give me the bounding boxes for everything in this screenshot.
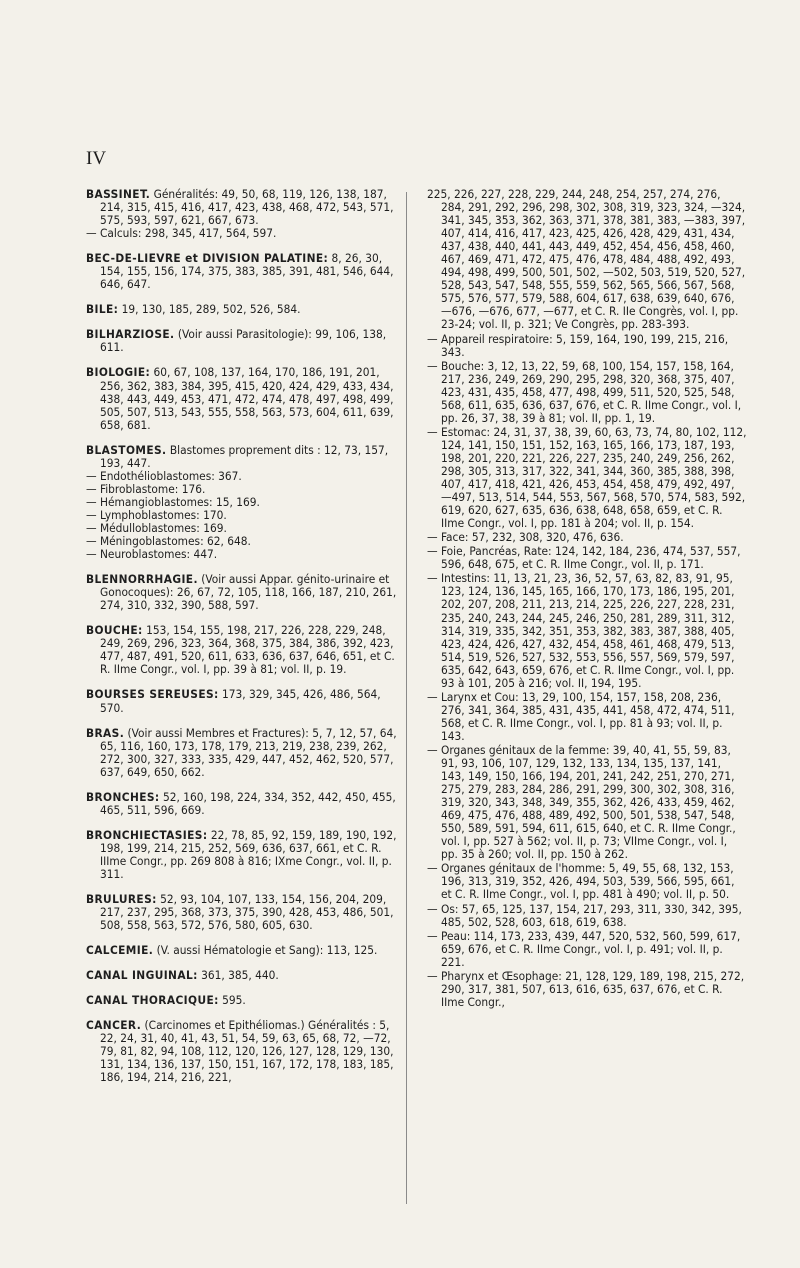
index-entry-bronchiectasies xyxy=(86,829,406,881)
index-entry-bronches xyxy=(86,791,406,817)
index-entry-bourses xyxy=(86,688,406,714)
index-entry-canal-inguinal xyxy=(86,969,406,982)
subentry-bouche-sub: — Bouche: 3, 12, 13, 22, 59, 68, 100, 154, 157, 158, 164, 217, 236, 249, 269, 290, 295, 298, 320, 368, 375, 407, 423, 431, 435, 458, 477, 498, 499, 511, 520, 525, 548, 568, 611, 635, 636, 637, 676, et C. R. IIme Congr., vol. I, pp. 26, 37, 38, 39 à 81; vol. II, pp. 1, 19. xyxy=(427,358,742,425)
entry-main-line xyxy=(86,969,406,982)
subentry-cancer-cont: 225, 226, 227, 228, 229, 244, 248, 254, 257, 274, 276, 284, 291, 292, 296, 298, 302, 308, 319, 323, 324, —324, 341, 345, 353, 362, 363, 371, 378, 381, 383, —383, 397, 407, 414, 416, 417, 423, 425, 426, 428, 429, 431, 434, 437, 438, 440, 441, 443, 449, 452, 454, 456, 458, 460, 467, 469, 471, 472, 475, 476, 478, 484, 488, 492, 493, 494, 498, 499, 500, 501, 502, —502, 503, 519, 520, 527, 528, 543, 547, 548, 555, 559, 562, 565, 566, 567, 568, 575, 576, 577, 579, 588, 604, 617, 638, 639, 640, 676, —676, —676, 677, —677, et C. R. IIe Congrès, vol. I, pp. 23-24; vol. II, p. 321; Ve Congrès, pp. 283-393. xyxy=(427,187,746,332)
entry-heading: CANAL THORACIQUE: xyxy=(86,993,219,1008)
entry-main-line xyxy=(86,366,406,431)
index-entry-bouche xyxy=(86,624,406,676)
index-entry-blastomes xyxy=(86,444,406,561)
index-entry-bile xyxy=(86,303,406,316)
entry-heading: CANCER. xyxy=(86,1018,142,1033)
subentry-organes-femme: — Organes génitaux de la femme: 39, 40, 41, 55, 59, 83, 91, 93, 106, 107, 129, 132, 133, 134, 135, 137, 141, 143, 149, 150, 166, 194, 201, 241, 242, 251, 270, 271, 275, 279, 283, 284, 286, 291, 299, 300, 302, 308, 316, 319, 320, 343, 348, 349, 355, 362, 426, 433, 459, 462, 469, 475, 476, 488, 489, 492, 500, 501, 538, 547, 548, 550, 589, 591, 594, 611, 615, 640, et C. R. IIme Congr., vol. I, pp. 527 à 562; vol. II, p. 73; VIIme Congr., vol. I, pp. 35 à 260; vol. II, pp. 150 à 262. xyxy=(427,742,736,862)
entry-references: 19, 130, 185, 289, 502, 526, 584. xyxy=(118,302,301,317)
entry-main-line xyxy=(86,252,406,291)
entry-heading: BILHARZIOSE. xyxy=(86,327,175,342)
entry-references: 8, 26, 30, 154, 155, 156, 174, 375, 383, 385, 391, 481, 546, 644, 646, 647. xyxy=(100,251,394,292)
entry-main-line xyxy=(86,727,406,779)
entry-subentry: — Calculs: 298, 345, 417, 564, 597. xyxy=(86,226,277,241)
entry-heading: BRAS. xyxy=(86,725,125,740)
column-divider xyxy=(406,192,407,1204)
entry-subentry: — Médulloblastomes: 169. xyxy=(86,520,227,535)
index-entry-bilharziose xyxy=(86,328,406,354)
subentry-appareil-respiratoire: — Appareil respiratoire: 5, 159, 164, 190, 199, 215, 216, 343. xyxy=(427,331,729,359)
entry-heading: BRONCHES: xyxy=(86,789,160,804)
entry-references: Généralités: 49, 50, 68, 119, 126, 138, 187, 214, 315, 415, 416, 417, 423, 438, 468, 472, 543, 571, 575, 593, 597, 621, 667, 673. xyxy=(100,187,394,228)
page-number: IV xyxy=(86,148,107,169)
subentry-pharynx: — Pharynx et Œsophage: 21, 128, 129, 189, 198, 215, 272, 290, 317, 381, 507, 613, 616, 635, 637, 676, et C. R. IIme Congr., xyxy=(427,968,745,1009)
entry-references: Blastomes proprement dits : 12, 73, 157, 193, 447. xyxy=(100,442,389,470)
entry-main-line xyxy=(86,303,406,316)
entry-references: 52, 93, 104, 107, 133, 154, 156, 204, 209, 217, 237, 295, 368, 373, 375, 390, 428, 453, 486, 501, 508, 558, 563, 572, 576, 580, 605, 630. xyxy=(100,892,394,933)
entry-references: 153, 154, 155, 198, 217, 226, 228, 229, 248, 249, 269, 296, 323, 364, 368, 375, 384, 386, 392, 423, 477, 487, 491, 520, 611, 633, 636, 637, 646, 651, et C. R. IIme Congr., vol. I, pp. 39 à 81; vol. II, p. 19. xyxy=(100,623,395,677)
subentry-organes-homme: — Organes génitaux de l'homme: 5, 49, 55, 68, 132, 153, 196, 313, 319, 352, 426, 494, 503, 539, 566, 595, 661, et C. R. IIme Congr., vol. I, pp. 481 à 490; vol. II, p. 50. xyxy=(427,861,735,902)
subentry-peau: — Peau: 114, 173, 233, 439, 447, 520, 532, 560, 599, 617, 659, 676, et C. R. IIme Congr., vol. I, p. 491; vol. II, p. 221. xyxy=(427,928,741,969)
entry-main-line xyxy=(86,893,406,932)
entry-heading: BLENNORRHAGIE. xyxy=(86,572,198,587)
entry-main-line xyxy=(86,829,406,881)
subentry-intestins: — Intestins: 11, 13, 21, 23, 36, 52, 57, 63, 82, 83, 91, 95, 123, 124, 136, 145, 165, 166, 170, 173, 186, 195, 201, 202, 207, 208, 211, 213, 214, 225, 226, 227, 228, 231, 235, 240, 243, 244, 245, 246, 250, 281, 289, 311, 312, 314, 319, 335, 342, 351, 353, 382, 383, 387, 388, 405, 423, 424, 426, 427, 432, 454, 458, 461, 468, 479, 513, 514, 519, 526, 527, 532, 553, 556, 557, 569, 579, 597, 635, 642, 643, 659, 676, et C. R. IIme Congr., vol. I, pp. 93 à 101, 205 à 216; vol. II, 194, 195. xyxy=(427,571,735,690)
entry-heading: BOUCHE: xyxy=(86,623,143,638)
entry-references: (V. aussi Hématologie et Sang): 113, 125. xyxy=(153,943,378,958)
subentry-face: — Face: 57, 232, 308, 320, 476, 636. xyxy=(427,530,624,545)
entry-subentry: — Méningoblastomes: 62, 648. xyxy=(86,534,251,549)
subentry-larynx: — Larynx et Cou: 13, 29, 100, 154, 157, 158, 208, 236, 276, 341, 364, 385, 431, 435, 441, 458, 472, 474, 511, 568, et C. R. IIme Congr., vol. I, pp. 81 à 93; vol. II, p. 143. xyxy=(427,689,735,743)
entry-references: 22, 78, 85, 92, 159, 189, 190, 192, 198, 199, 214, 215, 252, 569, 636, 637, 661, et C. R. IIIme Congr., pp. 269 808 à 816; IXme Congr., vol. II, p. 311. xyxy=(100,827,397,881)
entry-main-line xyxy=(86,573,406,612)
entry-subentry: — Neuroblastomes: 447. xyxy=(86,547,218,562)
entry-main-line xyxy=(86,444,406,470)
entry-heading: BEC-DE-LIEVRE et DIVISION PALATINE: xyxy=(86,251,329,266)
entry-heading: BRULURES: xyxy=(86,892,157,907)
index-entry-bec-de-lievre xyxy=(86,252,406,291)
entry-references: (Voir aussi Parasitologie): 99, 106, 138, 611. xyxy=(100,327,387,355)
entry-references: 52, 160, 198, 224, 334, 352, 442, 450, 455, 465, 511, 596, 669. xyxy=(100,789,396,817)
entry-heading: CALCEMIE. xyxy=(86,943,154,958)
entry-heading: BRONCHIECTASIES: xyxy=(86,827,208,842)
entry-main-line xyxy=(86,328,406,354)
entry-main-line xyxy=(86,1019,406,1084)
index-entry-brulures xyxy=(86,893,406,932)
entry-subentry: — Endothélioblastomes: 367. xyxy=(86,468,242,483)
index-entry-canal-thoracique xyxy=(86,994,406,1007)
entry-main-line xyxy=(86,688,406,714)
entry-references: 173, 329, 345, 426, 486, 564, 570. xyxy=(100,687,381,715)
entry-heading: BOURSES SEREUSES: xyxy=(86,687,219,702)
right-column xyxy=(427,188,747,1010)
index-entry-cancer xyxy=(86,1019,406,1084)
entry-main-line xyxy=(86,791,406,817)
entry-main-line xyxy=(86,188,406,227)
left-column xyxy=(86,188,406,1097)
entry-subentry: — Fibroblastome: 176. xyxy=(86,481,206,496)
subentry-estomac: — Estomac: 24, 31, 37, 38, 39, 60, 63, 73, 74, 80, 102, 112, 124, 141, 150, 151, 152, 163, 165, 166, 173, 187, 193, 198, 201, 220, 221, 226, 227, 235, 240, 249, 256, 262, 298, 305, 313, 317, 322, 341, 344, 360, 385, 388, 398, 407, 417, 418, 421, 426, 453, 454, 458, 479, 492, 497, —497, 513, 514, 544, 553, 567, 568, 570, 574, 583, 592, 619, 620, 627, 635, 636, 638, 648, 658, 659, et C. R. IIme Congr., vol. I, pp. 181 à 204; vol. II, p. 154. xyxy=(427,424,747,531)
index-entry-biologie xyxy=(86,366,406,431)
index-entry-bras xyxy=(86,727,406,779)
index-entry-bassinet xyxy=(86,188,406,240)
entry-main-line xyxy=(86,624,406,676)
entry-references: (Voir aussi Membres et Fractures): 5, 7, 12, 57, 64, 65, 116, 160, 173, 178, 179, 213, 219, 238, 239, 262, 272, 300, 327, 333, 335, 429, 447, 452, 462, 520, 577, 637, 649, 650, 662. xyxy=(100,725,397,779)
entry-heading: BLASTOMES. xyxy=(86,442,167,457)
entry-subentry: — Lymphoblastomes: 170. xyxy=(86,507,227,522)
entry-references: (Voir aussi Appar. génito-urinaire et Gonocoques): 26, 67, 72, 105, 118, 166, 187, 210, 261, 274, 310, 332, 390, 588, 597. xyxy=(100,572,397,613)
entry-references: 60, 67, 108, 137, 164, 170, 186, 191, 201, 256, 362, 383, 384, 395, 415, 420, 424, 429, 433, 434, 438, 443, 449, 453, 471, 472, 474, 478, 497, 498, 499, 505, 507, 513, 543, 555, 558, 563, 573, 604, 611, 639, 658, 681. xyxy=(100,365,394,432)
entry-references: 595. xyxy=(218,993,246,1008)
subentry-os: — Os: 57, 65, 125, 137, 154, 217, 293, 311, 330, 342, 395, 485, 502, 528, 603, 618, 619, 638. xyxy=(427,901,742,929)
entry-heading: BIOLOGIE: xyxy=(86,365,151,380)
subentry-foie: — Foie, Pancréas, Rate: 124, 142, 184, 236, 474, 537, 557, 596, 648, 675, et C. R. IIme Congr., vol. II, p. 171. xyxy=(427,544,741,572)
entry-heading: BASSINET. xyxy=(86,187,151,201)
entry-main-line xyxy=(86,944,406,957)
index-entry-calcemie xyxy=(86,944,406,957)
entry-references: 361, 385, 440. xyxy=(197,968,279,983)
entry-main-line xyxy=(86,994,406,1007)
entry-heading: BILE: xyxy=(86,302,119,317)
entry-heading: CANAL INGUINAL: xyxy=(86,968,198,983)
index-entry-blennorrhagie xyxy=(86,573,406,612)
entry-subentry: — Hémangioblastomes: 15, 169. xyxy=(86,494,260,509)
entry-references: (Carcinomes et Epithéliomas.) Généralités : 5, 22, 24, 31, 40, 41, 43, 51, 54, 59, 63, 65, 68, 72, —72, 79, 81, 82, 94, 108, 112, 120, 126, 127, 128, 129, 130, 131, 134, 136, 137, 150, 151, 167, 172, 178, 183, 185, 186, 194, 214, 216, 221, xyxy=(100,1018,394,1085)
